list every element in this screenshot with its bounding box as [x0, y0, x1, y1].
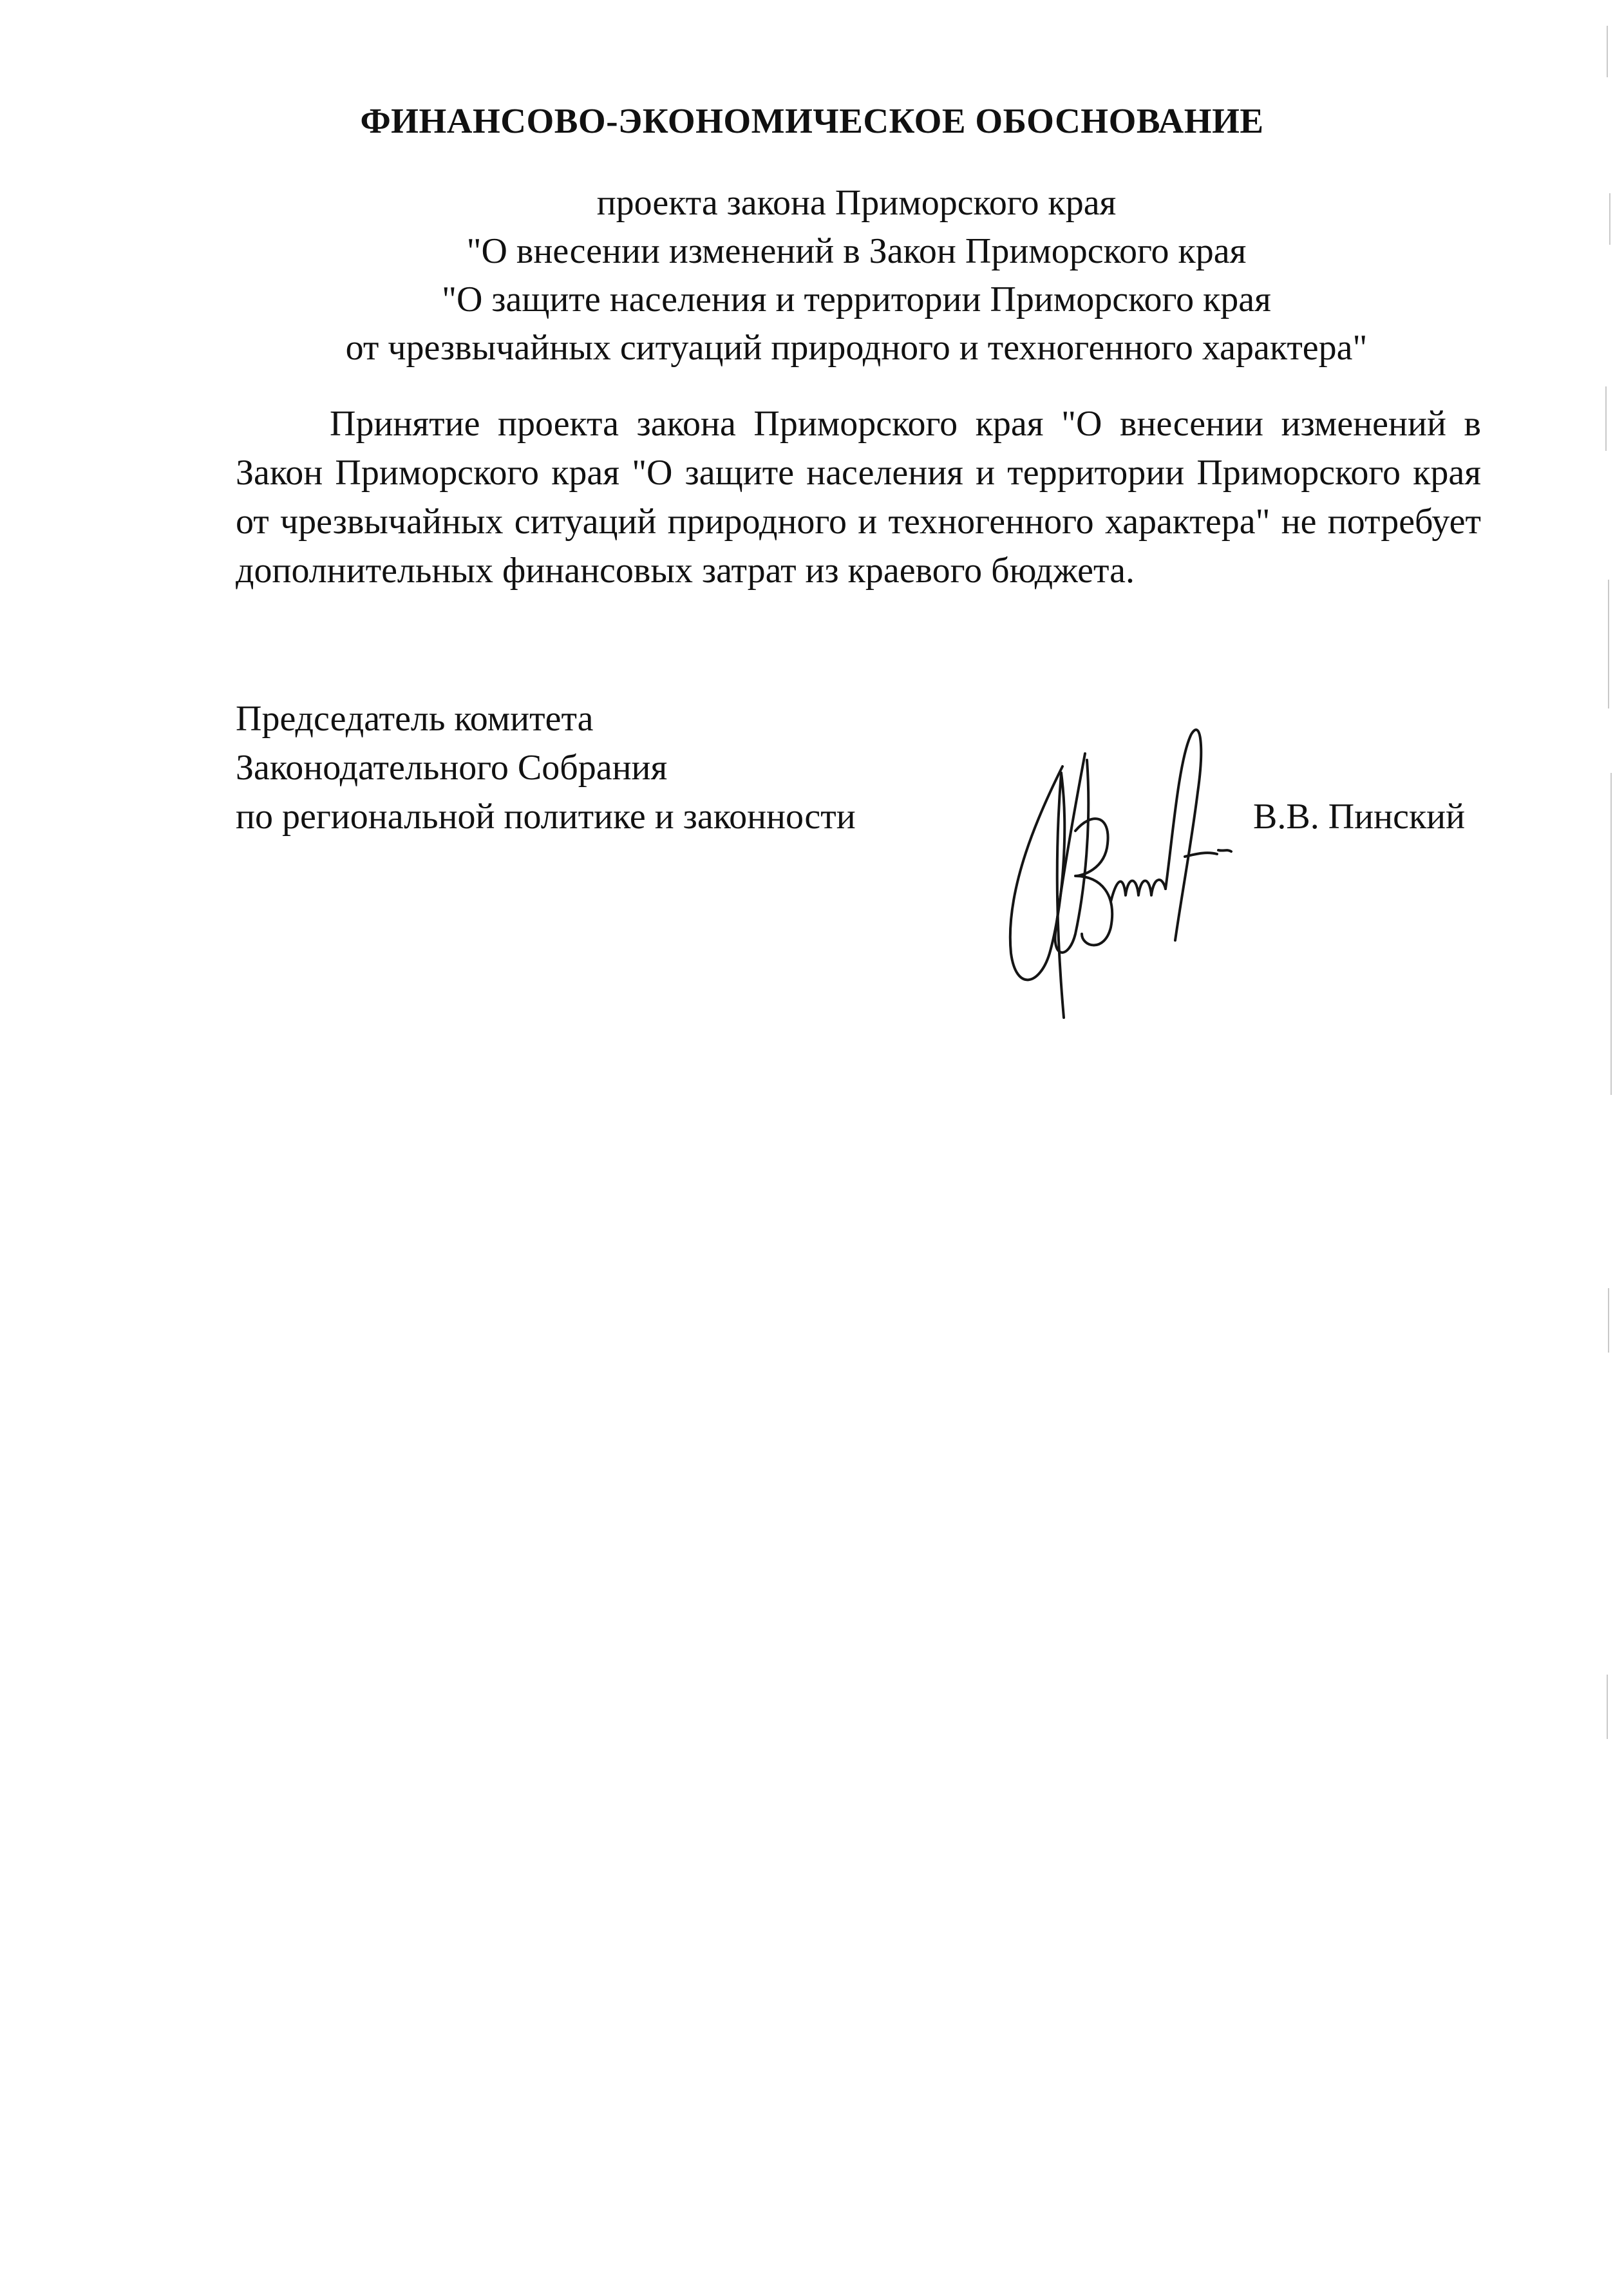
subtitle-line: "О внесении изменений в Закон Приморского края	[466, 231, 1247, 271]
signatory-name: В.В. Пинский	[1253, 797, 1466, 837]
subtitle-line: "О защите населения и территории Приморского края	[442, 280, 1271, 319]
signatory-line: Председатель комитета	[236, 699, 594, 739]
signatory-position	[236, 694, 856, 841]
subtitle-line: от чрезвычайных ситуаций природного и техногенного характера"	[345, 328, 1368, 368]
signatory-line: по региональной политике и законности	[236, 797, 856, 837]
document-subtitle	[232, 179, 1481, 372]
document-title: ФИНАНСОВО-ЭКОНОМИЧЕСКОЕ ОБОСНОВАНИЕ	[360, 101, 1264, 140]
signatory-line: Законодательного Собрания	[236, 748, 668, 788]
signature-icon	[979, 683, 1249, 1031]
scan-edge-marks	[1594, 0, 1624, 2271]
body-paragraph: Принятие проекта закона Приморского края "О внесении изменений в Закон Приморского края "О защите населения и территории Приморского края от чрезвычайных ситуаций природного и техногенного характера" не потребует дополнительных финансовых затрат из краевого бюджета.	[236, 404, 1481, 591]
subtitle-line: проекта закона Приморского края	[596, 183, 1117, 223]
